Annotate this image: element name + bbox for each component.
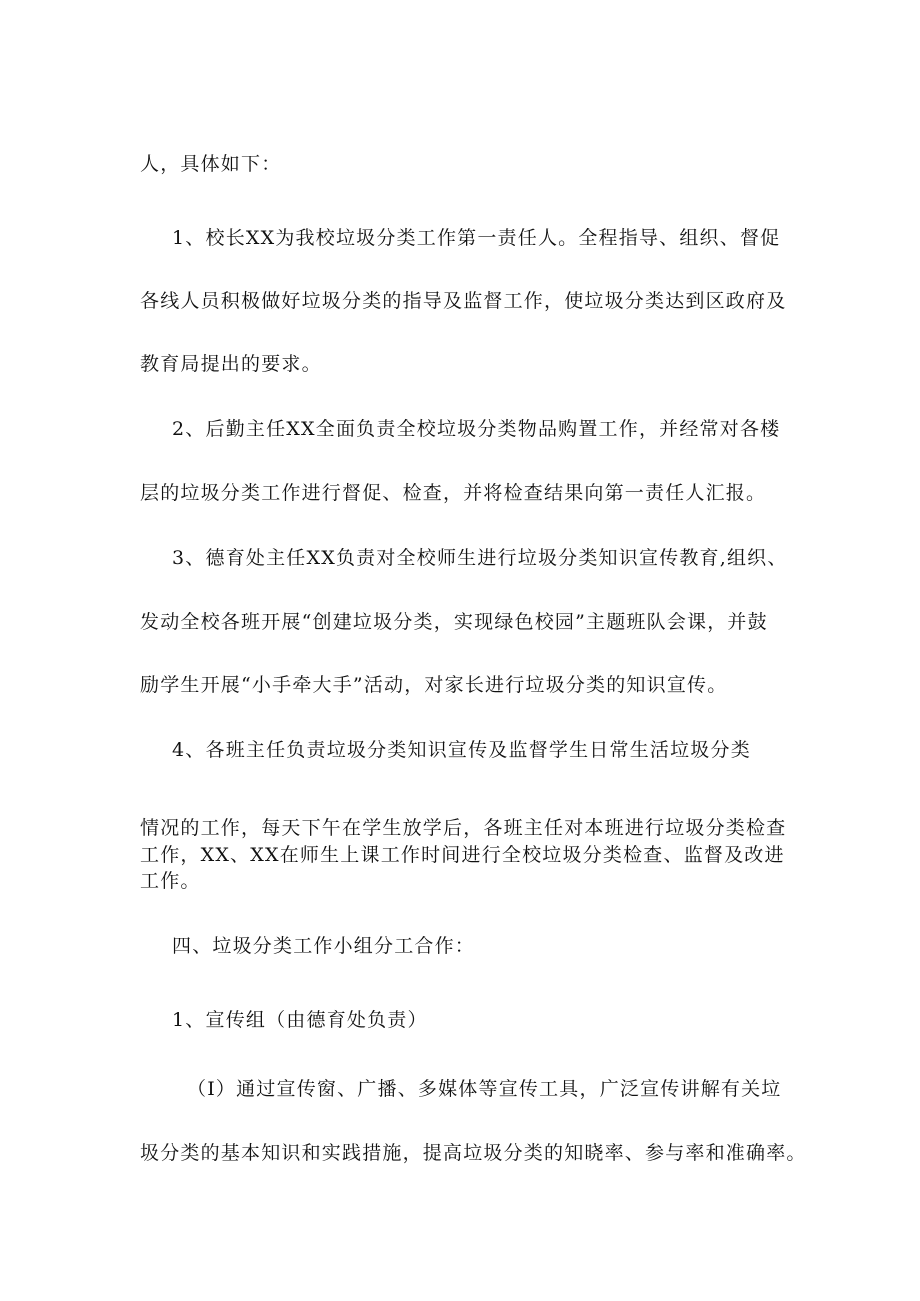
text-line-item1-a: 1、校长XX为我校垃圾分类工作第一责任人。全程指导、组织、督促 xyxy=(172,227,781,249)
text-line-item1-b: 各线人员积极做好垃圾分类的指导及监督工作，使垃圾分类达到区政府及 xyxy=(140,290,787,312)
text-line-propaganda-a: （I）通过宣传窗、广播、多媒体等宣传工具，广泛宣传讲解有关垃 xyxy=(187,1078,782,1100)
text-line-item1-c: 教育局提出的要求。 xyxy=(140,353,322,375)
text-line-item3-a: 3、德育处主任XX负责对全校师生进行垃圾分类知识宣传教育,组织、 xyxy=(172,547,788,569)
text-line-item4-c: 工作，XX、XX在师生上课工作时间进行全校垃圾分类检查、监督及改进 xyxy=(140,844,785,866)
text-line-item4-d: 工作。 xyxy=(140,870,201,892)
text-line-intro: 人，具体如下： xyxy=(140,153,282,175)
text-line-item3-b: 发动全校各班开展“创建垃圾分类，实现绿色校园”主题班队会课，并鼓 xyxy=(140,611,768,633)
text-line-item4-a: 4、各班主任负责垃圾分类知识宣传及监督学生日常生活垃圾分类 xyxy=(172,739,751,761)
subheading-propaganda-group: 1、宣传组（由德育处负责） xyxy=(172,1009,428,1031)
text-line-item4-b: 情况的工作，每天下午在学生放学后，各班主任对本班进行垃圾分类检查 xyxy=(140,817,787,839)
text-line-item2-a: 2、后勤主任XX全面负责全校垃圾分类物品购置工作，并经常对各楼 xyxy=(172,418,781,440)
text-line-propaganda-b: 圾分类的基本知识和实践措施，提高垃圾分类的知晓率、参与率和准确率。 xyxy=(140,1142,807,1164)
text-line-item3-c: 励学生开展“小手牵大手”活动，对家长进行垃圾分类的知识宣传。 xyxy=(140,674,728,696)
section-heading-four: 四、垃圾分类工作小组分工合作： xyxy=(172,935,476,957)
text-line-item2-b: 层的垃圾分类工作进行督促、检查，并将检查结果向第一责任人汇报。 xyxy=(140,482,767,504)
